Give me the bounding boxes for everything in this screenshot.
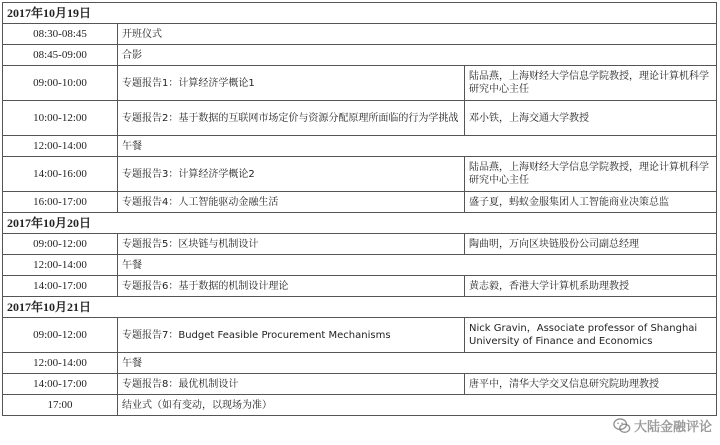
session-topic: 专题报告8：最优机制设计 xyxy=(118,374,465,395)
schedule-row xyxy=(3,157,717,192)
session-topic: 午餐 xyxy=(118,136,717,157)
schedule-row xyxy=(3,353,717,374)
session-speaker: Nick Gravin，Associate professor of Shanghai University of Finance and Economics xyxy=(465,318,717,353)
schedule-row xyxy=(3,24,717,45)
session-topic: 午餐 xyxy=(118,353,717,374)
session-speaker: 唐平中，清华大学交叉信息研究院助理教授 xyxy=(465,374,717,395)
session-time: 17:00 xyxy=(3,395,118,416)
session-time: 12:00-14:00 xyxy=(3,136,118,157)
schedule-row xyxy=(3,136,717,157)
session-speaker: 黄志毅，香港大学计算机系助理教授 xyxy=(465,276,717,297)
session-time: 12:00-14:00 xyxy=(3,255,118,276)
day-date: 2017年10月20日 xyxy=(3,213,717,234)
day-header-row xyxy=(3,297,717,318)
session-topic: 专题报告5：区块链与机制设计 xyxy=(118,234,465,255)
schedule-row xyxy=(3,101,717,136)
day-date: 2017年10月19日 xyxy=(3,3,717,24)
session-time: 16:00-17:00 xyxy=(3,192,118,213)
session-speaker: 盛子夏，蚂蚁金服集团人工智能商业决策总监 xyxy=(465,192,717,213)
session-time: 12:00-14:00 xyxy=(3,353,118,374)
session-time: 14:00-17:00 xyxy=(3,276,118,297)
day-date: 2017年10月21日 xyxy=(3,297,717,318)
session-speaker: 邓小铁，上海交通大学教授 xyxy=(465,101,717,136)
session-topic: 专题报告7：Budget Feasible Procurement Mechanisms xyxy=(118,318,465,353)
session-speaker: 陆品燕，上海财经大学信息学院教授，理论计算机科学研究中心主任 xyxy=(465,66,717,101)
session-topic: 开班仪式 xyxy=(118,24,717,45)
session-topic: 专题报告2：基于数据的互联网市场定价与资源分配原理所面临的行为学挑战 xyxy=(118,101,465,136)
session-topic: 专题报告3：计算经济学概论2 xyxy=(118,157,465,192)
session-speaker: 陆品燕，上海财经大学信息学院教授，理论计算机科学研究中心主任 xyxy=(465,157,717,192)
schedule-row xyxy=(3,66,717,101)
schedule-row xyxy=(3,318,717,353)
session-time: 08:30-08:45 xyxy=(3,24,118,45)
session-time: 09:00-12:00 xyxy=(3,234,118,255)
session-topic: 专题报告1：计算经济学概论1 xyxy=(118,66,465,101)
session-time: 14:00-17:00 xyxy=(3,374,118,395)
session-time: 10:00-12:00 xyxy=(3,101,118,136)
schedule-row xyxy=(3,45,717,66)
schedule-row xyxy=(3,255,717,276)
session-speaker: 陶曲明，万向区块链股份公司副总经理 xyxy=(465,234,717,255)
schedule-table xyxy=(2,2,717,416)
schedule-row xyxy=(3,234,717,255)
schedule-row xyxy=(3,374,717,395)
wechat-logo-icon xyxy=(613,417,631,435)
session-topic: 午餐 xyxy=(118,255,717,276)
schedule-row xyxy=(3,395,717,416)
session-topic: 结业式（如有变动，以现场为准） xyxy=(118,395,717,416)
watermark xyxy=(613,416,712,435)
session-topic: 专题报告4：人工智能驱动金融生活 xyxy=(118,192,465,213)
watermark-text: 大陆金融评论 xyxy=(633,420,712,435)
session-time: 14:00-16:00 xyxy=(3,157,118,192)
day-header-row xyxy=(3,213,717,234)
session-time: 08:45-09:00 xyxy=(3,45,118,66)
session-topic: 合影 xyxy=(118,45,717,66)
session-time: 09:00-10:00 xyxy=(3,66,118,101)
schedule-row xyxy=(3,276,717,297)
session-time: 09:00-12:00 xyxy=(3,318,118,353)
session-topic: 专题报告6：基于数据的机制设计理论 xyxy=(118,276,465,297)
day-header-row xyxy=(3,3,717,24)
schedule-row xyxy=(3,192,717,213)
